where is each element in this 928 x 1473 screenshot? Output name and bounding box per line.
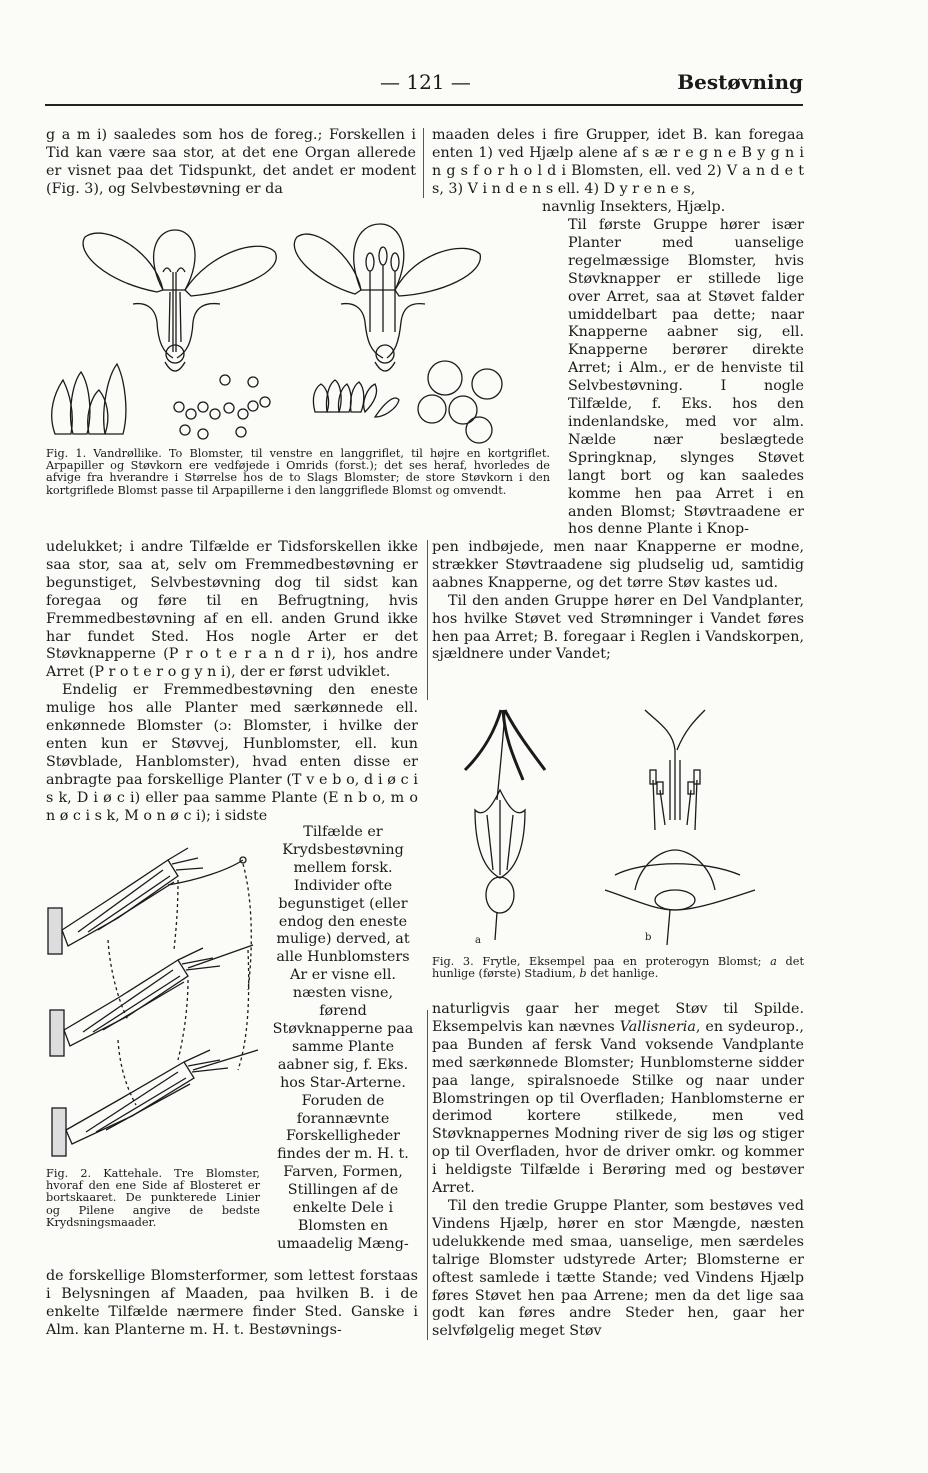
page-header xyxy=(45,70,803,106)
paragraph: naturligvis gaar her meget Støv til Spilde. Eksempelvis kan nævnes Vallisneria, en sydeurop., paa Bunden af fersk Vand voksende Vandplante med særkønnede Blomster; Hunblomsterne sidder paa lange, spiralsnoede Stilke og naar under Blomstringen op til Overfladen; Hanblomsterne er derimod kortere stilkede, men ved Støvknappernes Modning river de sig løs og stiger op til Overfladen, hvor de driver omkr. og kommer i heldigste Tilfælde i Berøring med og bestøver Arret. xyxy=(432,1001,804,1197)
flower-short-styled-icon xyxy=(294,224,480,371)
running-title: Bestøvning xyxy=(677,70,803,94)
left-middle-text xyxy=(46,539,418,826)
flower-lower-icon xyxy=(52,1050,258,1156)
left-top-paragraph: g a m i) saaledes som hos de foreg.; Forskellen i Tid kan være saa stor, at det ene Organ allerede er visnet paa det Tidspunkt, det andet er modent (Fig. 3), og Selvbestøvning er da xyxy=(46,127,416,197)
figure-2-illustration xyxy=(38,840,266,1160)
left-narrow-text: Tilfælde er Krydsbestøvning mellem forsk. Individer ofte begunstiget (eller endog den eneste mulige) derved, at alle Hunblomsters Ar er visne ell. næsten visne, førend Støvknapperne paa samme Plante aabner sig, f. Eks. hos Star-Arterne. Foruden de forannævnte Forskelligheder findes der m. H. t. Farven, Formen, Stillingen af de enkelte Dele i Blomsten en umaadelig Mæng- xyxy=(272,824,414,1252)
stigma-papillae-small-icon xyxy=(313,380,399,417)
figure-1-illustration xyxy=(45,212,565,444)
paragraph: Endelig er Fremmedbestøvning den eneste mulige hos alle Planter med særkønnede ell. enkønnede Blomster (ɔ: Blomster, i hvilke der enten kun er Støvvej, Hunblomster, ell. kun Støvblade, Hanblomster), hvad enten disse er anbragte paa forskellige Planter (T v e b o, d i ø c i s k, D i ø c i) eller paa samme Plante (E n b o, m o n ø c i s k, M o n ø c i); i sidste xyxy=(46,682,418,824)
right-top-paragraph: maaden deles i fire Grupper, idet B. kan foregaa enten 1) ved Hjælp alene af s æ r e g n e B y g n i n g s f o r h o l d i Blomsten, ell. ved 2) V a n d e t s, 3) V i n d e n s ell. 4) D y r e n e s, xyxy=(432,127,804,197)
flower-long-styled-icon xyxy=(83,230,276,371)
right-lower-text xyxy=(432,1001,804,1341)
stigma-papillae-icon xyxy=(52,364,126,434)
figure-3-label-a: a xyxy=(475,935,481,946)
page-number: — 121 — xyxy=(380,70,471,94)
figure-3-caption: Fig. 3. Frytle, Eksempel paa en proterogyn Blomst; a det hunlige (første) Stadium, b det hanlige. xyxy=(432,955,804,981)
pollen-grains-icon xyxy=(174,375,270,439)
figure-3-label-b: b xyxy=(645,932,652,943)
paragraph: Til den tredie Gruppe Planter, som bestøves ved Vindens Hjælp, hører en stor Mængde, næsten udelukkende med smaa, uanselige, men særdeles talrige Blomster udstyrede Arter; Blomsterne er oftest samlede i tætte Stande; ved Vindens Hjælp føres Støvet hen paa Arrene; men da det lige saa godt kan føres andre Steder hen, gaar her selvfølgelig meget Støv xyxy=(432,1197,804,1340)
column-rule xyxy=(427,1010,428,1340)
flower-middle-icon xyxy=(50,945,253,1056)
right-narrow-text: Til første Gruppe hører især Planter med uanselige regelmæssige Blomster, hvis Støvknapper er stillede lige over Arret, saa at Støvet falder umiddelbart paa dette; naar Knapperne aabner sig, ell. Knapperne berører direkte Arret; i Alm., er de henviste til Selvbestøvning. I nogle Tilfælde, f. Eks. hos den indenlandske, med vor alm. Nælde nær beslægtede Springknap, slynges Støvet langt bort og kan saaledes komme hen paa Arret i en anden Blomst; Støvtraadene er hos denne Plante i Knop- xyxy=(568,217,804,538)
flower-upper-icon xyxy=(48,848,246,954)
column-rule xyxy=(423,128,424,198)
figure-1-caption: Fig. 1. Vandrøllike. To Blomster, til venstre en langgriflet, til højre en kortgriflet. Arpapiller og Støvkorn ere vedføjede i Omrids (forst.); det ses heraf, hvorledes de afvige fra hverandre i Størrelse hos de to Slags Blomster; de store Støvkorn i den kortgriflede Blomst passe til Arpapillerne i den langgriflede Blomst og omvendt. xyxy=(46,447,550,497)
figure-2-caption: Fig. 2. Kattehale. Tre Blomster, hvoraf den ene Side af Blosteret er bortskaaret. De punkterede Linier og Pilene angive de bedste Krydsningsmaader. xyxy=(46,1167,260,1229)
flower-female-stage-icon xyxy=(465,710,545,940)
figure-3-illustration xyxy=(445,700,805,950)
pollen-grains-large-icon xyxy=(418,361,502,443)
right-top-tail: navnlig Insekters, Hjælp. xyxy=(542,199,726,215)
column-rule xyxy=(427,540,428,700)
left-bottom-paragraph: de forskellige Blomsterformer, som lettest forstaas i Belysningen af Maaden, paa hvilken B. i de enkelte Tilfælde nærmere finder Sted. Ganske i Alm. kan Planterne m. H. t. Bestøvnings- xyxy=(46,1268,418,1338)
paragraph: Til den anden Gruppe hører en Del Vandplanter, hos hvilke Støvet ved Strømninger i Vandet føres hen paa Arret; B. foregaar i Reglen i Vandskorpen, sjældnere under Vandet; xyxy=(432,592,804,663)
flower-male-stage-icon xyxy=(605,710,755,945)
right-middle-text xyxy=(432,539,804,664)
species-name: Vallisneria xyxy=(619,1018,696,1035)
paragraph: pen indbøjede, men naar Knapperne er modne, strækker Støvtraadene sig pludselig ud, samtidig aabnes Knapperne, og det tørre Støv kastes ud. xyxy=(432,539,804,591)
paragraph: udelukket; i andre Tilfælde er Tidsforskellen ikke saa stor, saa at, selv om Fremmedbestøvning er begunstiget, Selvbestøvning dog til sidst kan foregaa og føre til en Befrugtning, hvis Fremmedbestøvning af en ell. anden Grund ikke har fundet Sted. Hos nogle Arter er det Støvknapperne (P r o t e r a n d r i), hos andre Arret (P r o t e r o g y n i), der er først udviklet. xyxy=(46,539,418,681)
